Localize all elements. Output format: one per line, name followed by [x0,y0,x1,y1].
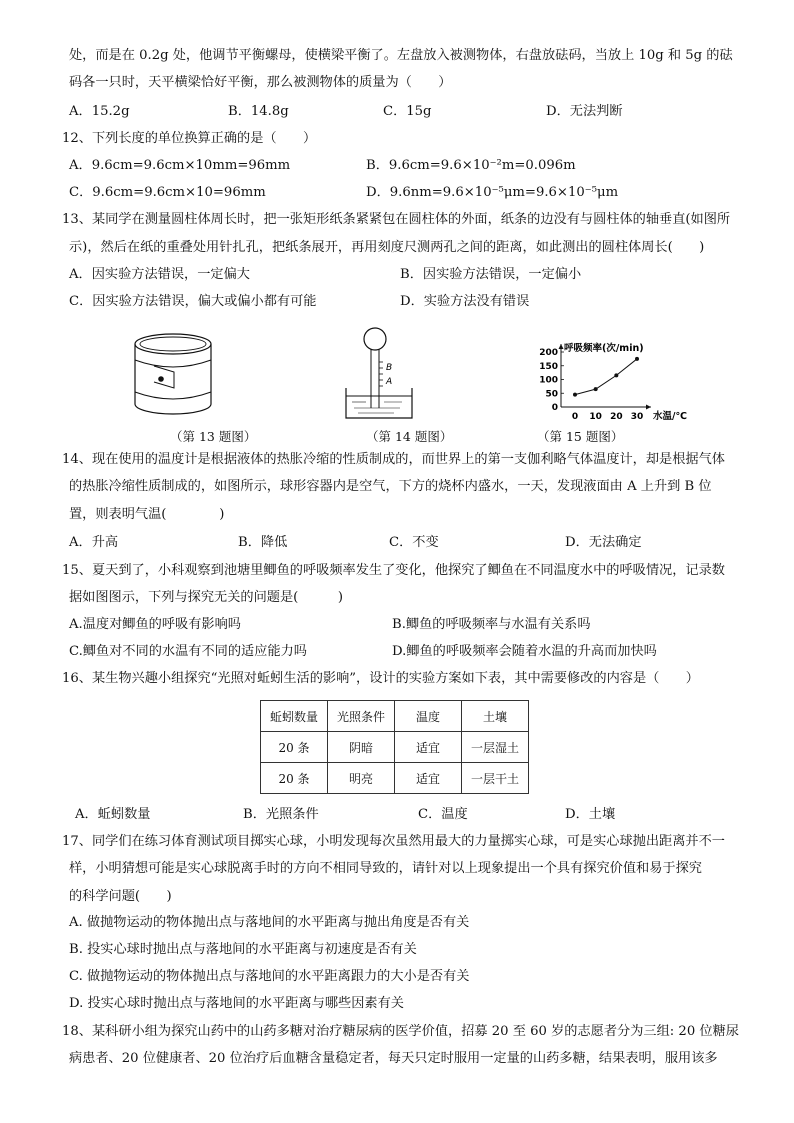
q11-option-d: D．无法判断 [546,104,623,119]
q12-option-b: B．9.6cm=9.6×10⁻²m=0.096m [366,158,576,173]
q17-line2: 样，小明猜想可能是实心球脱离手时的方向不相同导致的，请针对以上现象提出一个具有探究价值和易于探究 [69,861,702,876]
q13-option-b: B．因实验方法错误，一定偏小 [400,267,582,282]
q13-line1: 13、某同学在测量圆柱体周长时，把一张矩形纸条紧紧包在圆柱体的外面，纸条的边没有与圆柱体的轴垂直(如图所 [62,212,731,227]
q13-option-c: C．因实验方法错误，偏大或偏小都有可能 [69,294,317,309]
table-header-cell: 土壤 [462,701,529,732]
q17-option-b: B. 投实心球时抛出点与落地间的水平距离与初速度是否有关 [69,942,417,957]
x-tick-label: 30 [630,412,644,421]
series-line [575,359,637,395]
q12-option-c: C．9.6cm=9.6cm×10=96mm [69,185,266,200]
figure-13-cylinder [128,330,218,422]
q15-option-b: B.鲫鱼的呼吸频率与水温有关系吗 [392,617,591,632]
table-cell: 阴暗 [328,732,395,763]
figure-14-caption: （第 14 题图） [366,429,453,444]
figure-15-caption: （第 15 题图） [537,429,624,444]
q18-line1: 18、某科研小组为探究山药中的山药多糖对治疗糖尿病的医学价值，招募 20 至 60 岁的志愿者分为三组: 20 位糖尿 [62,1024,739,1039]
table-cell: 一层湿土 [462,732,529,763]
y-tick-label: 200 [539,348,558,358]
q14-option-a: A．升高 [69,535,119,550]
x-tick-label: 10 [589,412,602,421]
label-b: B [386,363,393,373]
table-cell: 20 条 [261,763,328,794]
q13-option-a: A．因实验方法错误，一定偏大 [69,267,250,282]
q14-option-c: C．不变 [389,535,439,550]
y-axis-arrow-icon [559,344,564,349]
table-header-cell: 蚯蚓数量 [261,701,328,732]
q17-option-a: A. 做抛物运动的物体抛出点与落地间的水平距离与抛出角度是否有关 [69,915,470,930]
q14-line2: 的热胀冷缩性质制成的，如图所示，球形容器内是空气，下方的烧杯内盛水，一天，发现液面由 A 上升到 B 位 [69,479,712,494]
x-axis-label: 水温/℃ [653,411,687,421]
y-tick-label: 0 [551,403,558,413]
q14-line1: 14、现在使用的温度计是根据液体的热胀冷缩的性质制成的，而世界上的第一支伽利略气体温度计，却是根据气体 [62,452,725,467]
q11-option-b: B．14.8g [228,104,289,119]
data-point [614,373,618,377]
q16-stem: 16、某生物兴趣小组探究“光照对蚯蚓生活的影响”，设计的实验方案如下表，其中需要修改的内容是（ ） [62,671,699,686]
q15-option-a: A.温度对鲫鱼的呼吸有影响吗 [69,617,241,632]
q15-line2: 据如图图示，下列与探究无关的问题是( ) [69,590,344,605]
q11-option-c: C．15g [383,104,432,119]
q13-option-d: D．实验方法没有错误 [400,294,530,309]
q18-line2: 病患者、20 位健康者、20 位治疗后血糖含量稳定者，每天只定时服用一定量的山药多糖，结果表明，服用该多 [69,1051,718,1066]
table-cell: 一层干土 [462,763,529,794]
q12-option-d: D．9.6nm=9.6×10⁻⁵μm=9.6×10⁻⁵μm [366,185,619,200]
x-axis-arrow-icon [646,405,651,410]
y-axis-label: 呼吸频率(次/min) [564,343,644,354]
x-tick-label: 0 [571,412,579,421]
table-cell: 适宜 [395,732,462,763]
q11-line1: 处，而是在 0.2g 处，他调节平衡螺母，使横梁平衡了。左盘放入被测物体，右盘放砝码，当放上 10g 和 5g 的砝 [69,48,733,63]
q11-option-a: A．15.2g [69,104,130,119]
figure-13-caption: （第 13 题图） [170,429,257,444]
q16-option-a: A．蚯蚓数量 [75,807,151,822]
q16-option-d: D．土壤 [565,807,616,822]
y-tick-label: 150 [539,361,558,372]
y-tick-label: 50 [545,389,558,400]
q17-line1: 17、同学们在练习体育测试项目掷实心球，小明发现每次虽然用最大的力量掷实心球，可是实心球抛出距离并不一 [62,834,725,849]
q13-line2: 示)，然后在纸的重叠处用针扎孔，把纸条展开，再用刻度尺测两孔之间的距离，如此测出的圆柱体周长( ) [69,240,705,255]
x-tick-label: 20 [610,412,623,421]
figure-15-chart [533,336,693,421]
table-cell: 适宜 [395,763,462,794]
q15-line1: 15、夏天到了，小科观察到池塘里鲫鱼的呼吸频率发生了变化，他探究了鲫鱼在不同温度水中的呼吸情况，记录数 [62,563,725,578]
q12-option-a: A．9.6cm=9.6cm×10mm=96mm [69,158,291,173]
data-point [635,357,639,361]
table-header-cell: 光照条件 [328,701,395,732]
table-row [261,763,529,794]
y-tick-label: 100 [539,375,558,386]
table-header-row [261,701,529,732]
q15-option-c: C.鲫鱼对不同的水温有不同的适应能力吗 [69,644,307,659]
q16-option-c: C．温度 [418,807,468,822]
q12-stem: 12、下列长度的单位换算正确的是（ ） [62,131,317,146]
label-a: A [386,377,393,387]
table-row [261,732,529,763]
table-cell: 明亮 [328,763,395,794]
q14-option-d: D．无法确定 [565,535,642,550]
q11-line2: 码各一只时，天平横梁恰好平衡，那么被测物体的质量为（ ） [69,75,452,90]
q15-option-d: D.鲫鱼的呼吸频率会随着水温的升高而加快吗 [392,644,657,659]
table-header-cell: 温度 [395,701,462,732]
q14-line3: 置，则表明气温( ) [69,507,225,522]
data-point [573,393,577,397]
q14-option-b: B．降低 [238,535,288,550]
q17-line3: 的科学问题( ) [69,889,172,904]
q16-option-b: B．光照条件 [243,807,319,822]
q17-option-d: D. 投实心球时抛出点与落地间的水平距离与哪些因素有关 [69,996,404,1011]
figure-14-thermometer [340,326,430,422]
q16-experiment-table [260,700,529,794]
q17-option-c: C. 做抛物运动的物体抛出点与落地间的水平距离跟力的大小是否有关 [69,969,470,984]
data-point [594,387,598,391]
table-cell: 20 条 [261,732,328,763]
